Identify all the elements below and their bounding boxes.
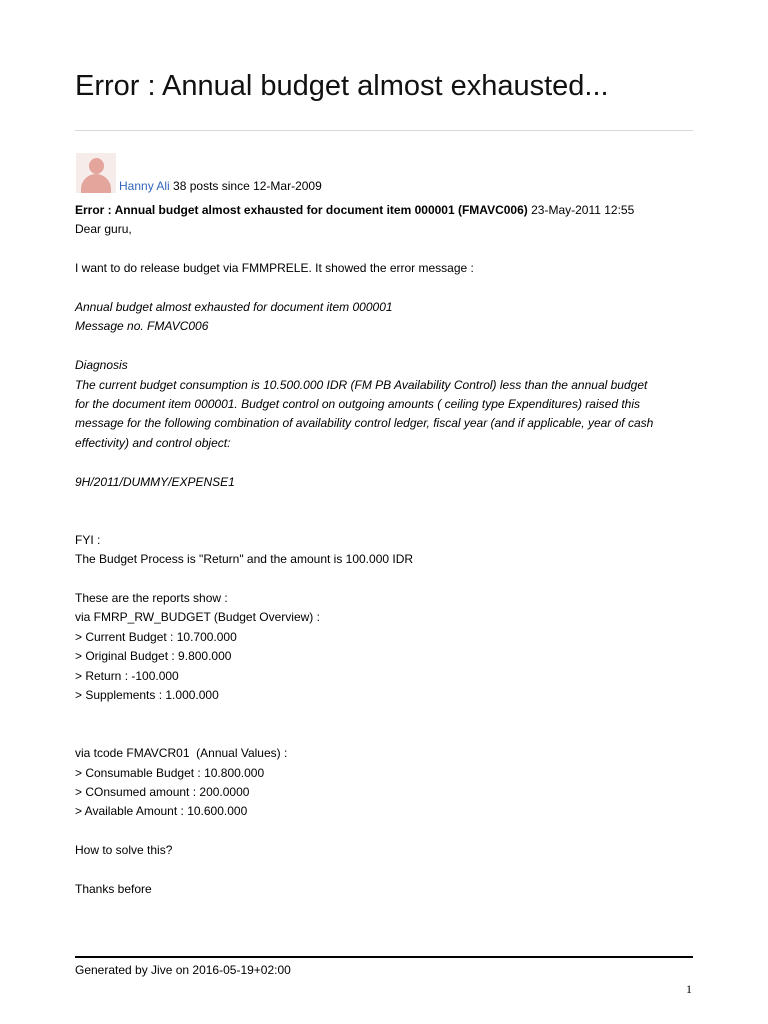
page-number: 1 [686,982,692,996]
blank-line [75,492,695,511]
post-line: for the document item 000001. Budget control on outgoing amounts ( ceiling type Expenditures) raised this [75,397,641,412]
post-line: Annual budget almost exhausted for document item 000001 [75,300,393,314]
avatar-body-shape [81,174,111,193]
blank-line [75,511,695,530]
post-line: message for the following combination of availability control ledger, fiscal year (and if applicable, year of cash [75,416,654,431]
blank-line [75,337,695,356]
post-line: These are the reports show : [75,591,228,606]
footer-generated: Generated by Jive on 2016-05-19+02:00 [75,963,291,977]
post-body [75,201,695,899]
post-line: > Original Budget : 9.800.000 [75,649,232,664]
post-line: > Return : -100.000 [75,668,179,683]
post-date: 23-May-2011 12:55 [527,203,635,217]
author-link[interactable]: Hanny Ali [119,179,170,193]
post-line: 9H/2011/DUMMY/EXPENSE1 [75,474,235,489]
post-line: FYI : [75,532,101,547]
post-line: via tcode FMAVCR01 (Annual Values) : [75,746,288,761]
footer-divider [75,956,693,958]
blank-line [75,453,695,472]
blank-line [75,725,695,744]
post-line: How to solve this? [75,843,173,858]
blank-line [75,861,695,880]
blank-line [75,822,695,841]
post-line: > COnsumed amount : 200.0000 [75,785,250,800]
post-line: I want to do release budget via FMMPRELE. It showed the error message : [75,261,474,276]
post-subject: Error : Annual budget almost exhausted for document item 000001 (FMAVC006) [75,203,528,217]
post-line: > Supplements : 1.000.000 [75,688,219,703]
author-stats: 38 posts since 12-Mar-2009 [169,179,322,193]
post-line: via FMRP_RW_BUDGET (Budget Overview) : [75,610,320,625]
post-subject-line [75,201,695,220]
blank-line [75,240,695,259]
blank-line [75,570,695,589]
post-line: Thanks before [75,882,152,897]
blank-line [75,705,695,724]
post-line: > Current Budget : 10.700.000 [75,629,237,644]
post-line: > Available Amount : 10.600.000 [75,804,248,819]
post-line: The current budget consumption is 10.500.000 IDR (FM PB Availability Control) less than the annual budget [75,377,648,392]
post-line: Dear guru, [75,222,132,237]
post-line: > Consumable Budget : 10.800.000 [75,765,265,780]
post-line: Message no. FMAVC006 [75,319,209,334]
title-divider [75,130,693,131]
avatar[interactable] [76,153,116,193]
avatar-head-shape [89,158,104,174]
post-line: effectivity) and control object: [75,435,231,450]
page-title: Error : Annual budget almost exhausted... [75,70,609,102]
post-line: The Budget Process is "Return" and the amount is 100.000 IDR [75,552,414,567]
blank-line [75,279,695,298]
post-line: Diagnosis [75,358,128,373]
author-line [119,178,322,194]
